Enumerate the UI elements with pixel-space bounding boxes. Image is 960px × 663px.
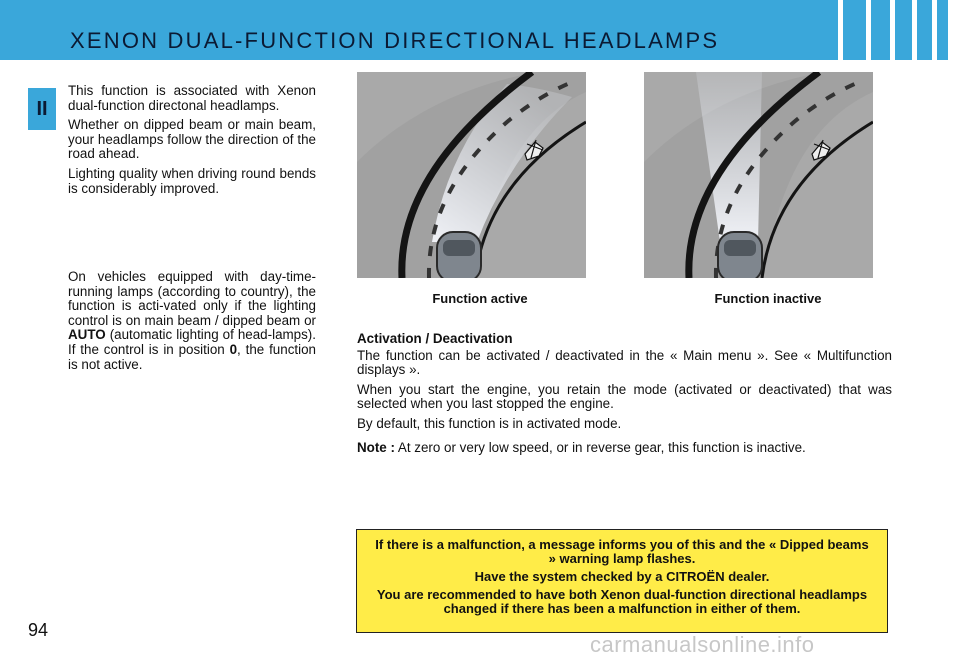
header-stripe — [866, 0, 871, 60]
auto-keyword: AUTO — [68, 327, 106, 343]
activation-paragraph: The function can be activated / deactivated in the « Main menu ». See « Multifunction displays ». — [357, 347, 892, 378]
drl-paragraph — [68, 270, 316, 372]
watermark: carmanualsonline.info — [590, 632, 815, 657]
header-stripe — [948, 0, 960, 60]
intro-paragraph: This function is associated with Xenon dual-function directonal headlamps. — [68, 83, 316, 113]
drl-text — [68, 270, 316, 377]
note-text: At zero or very low speed, or in reverse gear, this function is inactive. — [394, 439, 806, 455]
warning-paragraph: Have the system checked by a CITROËN dealer. — [474, 569, 770, 584]
note-label: Note : — [357, 439, 395, 455]
page-number: 94 — [28, 620, 49, 640]
warning-box — [356, 529, 888, 633]
header-stripe — [838, 0, 843, 60]
intro-paragraph: Lighting quality when driving round bends is considerably improved. — [68, 165, 316, 196]
figure-function-inactive — [644, 72, 873, 278]
header-stripe — [932, 0, 937, 60]
figure-function-active — [357, 72, 586, 278]
chapter-tab: II — [28, 88, 56, 130]
activation-paragraph: When you start the engine, you retain the mode (activated or deactivated) that was selected when you last stopped the engine. — [357, 381, 892, 412]
warning-paragraph: You are recommended to have both Xenon dual-function directional headlamps changed if there has been a malfunction in either of them. — [376, 587, 868, 616]
intro-paragraph: Whether on dipped beam or main beam, your headlamps follow the direction of the road ahead. — [68, 117, 316, 162]
activation-section — [357, 332, 892, 460]
drl-text-part: (automatic lighting of head-lamps). If the control is in position — [68, 327, 316, 357]
activation-paragraph: By default, this function is in activated mode. — [357, 415, 622, 431]
note-paragraph — [357, 441, 892, 456]
zero-keyword: 0 — [229, 341, 238, 357]
page-title: XENON DUAL-FUNCTION DIRECTIONAL HEADLAMPS — [70, 28, 720, 53]
drl-text-part: On vehicles equipped with day-time-running lamps (according to country), the function is acti-vated only if the lighting control is on main beam / dipped beam or — [68, 269, 316, 328]
activation-heading: Activation / Deactivation — [357, 331, 513, 346]
warning-paragraph: If there is a malfunction, a message informs you of this and the « Dipped beams » warning lamp flashes. — [375, 537, 869, 566]
intro-text — [68, 84, 316, 201]
header-stripe — [890, 0, 895, 60]
caption-function-inactive: Function inactive — [714, 291, 822, 306]
header-stripe — [912, 0, 917, 60]
caption-function-active: Function active — [432, 291, 528, 306]
drl-text-part: , the function is not active. — [68, 341, 316, 372]
